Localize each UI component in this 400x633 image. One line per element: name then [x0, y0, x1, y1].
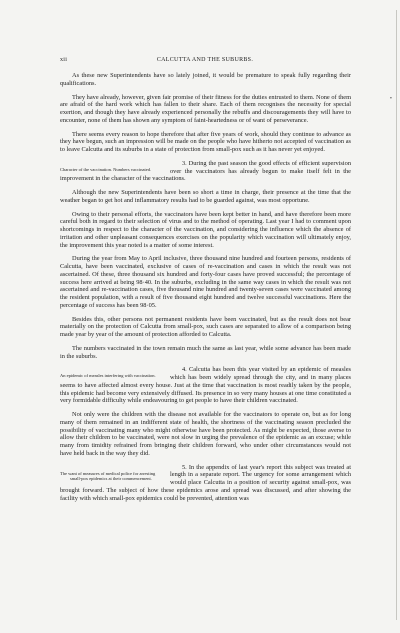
paragraph: As these new Superintendents have so lately joined, it would be premature to speak fully regarding their qualifications.: [60, 72, 351, 87]
sidenote-vaccinators: Character of the vaccination. Numbers vaccinated.: [60, 166, 152, 172]
paragraph: 4. Calcutta has been this year visited by an epidemic of measles which has been widely spread through the city, and in many places seems to have affected almost every house. Just at the time that vaccination is most readily taken by the people, this epidemic had become very extensively diffused. Its presence in so very many houses at one time constituted a very formidable difficulty while endeavouring to get people to have their children vaccinated.: [60, 366, 351, 405]
section-4: [60, 366, 351, 405]
section-5: [60, 464, 351, 503]
paragraph: 5. In the appendix of last year's report this subject was treated at length in a separate report. The urgency for some arrangement which would place Calcutta in a position of security against small-pox, was brought forward. The subject of how these epidemics arose and spread was discussed, and after showing the facility with which small-pox epidemics could be prevented, attention was: [60, 463, 351, 502]
paragraph: Besides this, other persons not permanent residents have been vaccinated, but as the result does not bear materially on the protection of Calcutta from small-pox, such cases are separated to allow of a comparison being made year by year of the amount of protection afforded to Calcutta.: [60, 315, 351, 338]
section-3: [60, 160, 351, 183]
paragraph: Not only were the children with the disease not available for the vaccinators to operate on, but as for long many of them remained in an indifferent state of health, the shortness of the vaccinating season precluded the possibility of vaccinating many who might otherwise have been protected. As might be expected, those averse to allow their children to be vaccinated, were not slow in urging the prevalence of the epidemic as an excuse; while many from timidity refrained from bringing their children forward, who under other circumstances would not have held back in the way they did.: [60, 411, 351, 457]
paragraph: During the year from May to April inclusive, three thousand nine hundred and fourteen persons, residents of Calcutta, have been vaccinated, exclusive of cases of re-vaccination and cases in which the result was not ascertained. Of these, three thousand six hundred and forty-four cases have proved successful; the percentage of success here arrived at being 98·40. In the suburbs, excluding in the same way cases in which the result was not ascertained and re-vaccination cases, five thousand nine hundred and twenty-seven cases were vaccinated among the resident population, with a result of five thousand eight hundred and twelve successful vaccinations. Here the percentage of success has been 98·05.: [60, 255, 351, 309]
report-body: [60, 72, 351, 508]
page-number: xii: [60, 57, 68, 63]
paragraph: Although the new Superintendents have been so short a time in charge, their presence at the time that the weather began to get hot and inflammatory results had to be guarded against, was most opportune.: [60, 189, 351, 204]
paragraph: The numbers vaccinated in the town remain much the same as last year, while some advance has been made in the suburbs.: [60, 344, 351, 360]
paragraph: There seems every reason to hope therefore that after five years of work, should they continue to advance as they have begun, such an impression will be made on the people who have hitherto not accepted of vaccination as to leave Calcutta and its suburbs in a state of protection from small-pox such as it has never yet enjoyed.: [60, 130, 351, 153]
running-header: [60, 57, 350, 67]
page-edge-line: [396, 10, 397, 620]
sidenote-medical-police: The want of measures of medical police for arresting small-pox epidemics at their commencement.: [60, 470, 156, 481]
sidenote-measles: An epidemic of measles interfering with vaccination.: [60, 373, 156, 379]
paragraph: 3. During the past season the good effects of efficient supervision over the vaccinators has already begun to make itself felt in the improvement in the character of the vaccinations.: [60, 159, 351, 183]
margin-mark: •: [389, 96, 392, 102]
running-title: CALCUTTA AND THE SUBURBS.: [156, 57, 254, 63]
paragraph: They have already, however, given fair promise of their fitness for the duties entrusted to them. None of them are afraid of the hard work which has fallen to their share. Each of them recognises the necessity for special exertion, and though they have already experienced personally the rebuffs and discouragements they will have to encounter, none of them has shown any symptom of faint-heartedness or of want of perseverance.: [60, 93, 351, 124]
paragraph: Owing to their personal efforts, the vaccinators have been kept better in hand, and have therefore been more careful both in regard to their selection of virus and to the method of operating. Last year I had to comment upon shortcomings in respect to the character of the vaccination, and considering the influence which the absence of irritation and other unpleasant consequences exercises on the popularity which vaccination will ultimately enjoy, the improvement this year noted is a matter of some interest.: [60, 210, 351, 249]
